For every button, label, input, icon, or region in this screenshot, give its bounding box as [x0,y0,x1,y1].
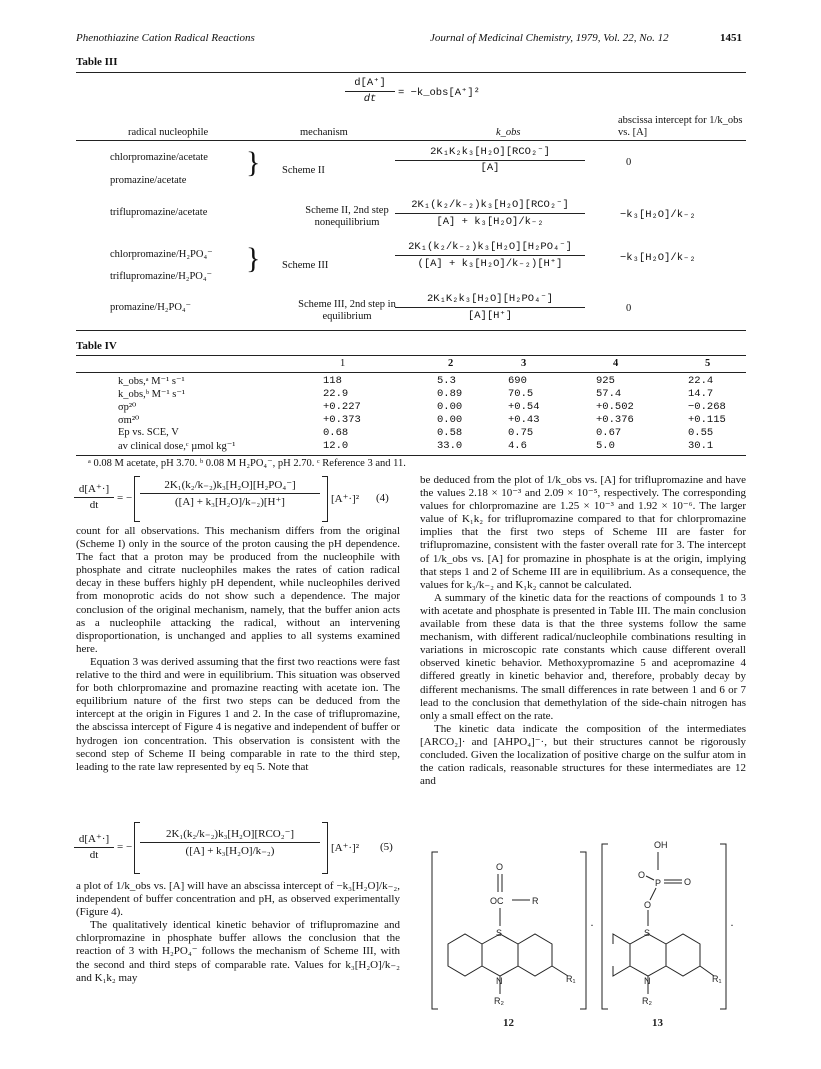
page-number: 1451 [720,32,742,44]
t3-r1-kobs [395,145,585,174]
s13-atom-p: P [655,878,662,888]
table4-cell: +0.502 [596,401,634,413]
table4-cell: 70.5 [508,388,534,400]
s12-atom-o: O [496,862,504,872]
t3-r2-nuc: triflupromazine/acetate [110,207,208,218]
t3-r1-kobs-den: [A] [480,162,500,174]
s12-atom-r1: R₁ [566,974,576,984]
t3-r3-intercept: −k₃[H₂O]/k₋₂ [620,252,696,264]
table4-cell: +0.43 [508,414,540,426]
t3-r1-intercept: 0 [626,157,632,168]
s13-atom-o-double: O [684,877,692,887]
eq4-sign: = − [117,492,133,504]
t3-r1-brace: } [246,146,261,179]
t3-r3-brace: } [246,242,261,275]
table4-cell: 5.3 [437,375,456,387]
t3-r2-kobs [395,198,585,228]
rate-law-rhs: = −k_obs[A⁺]² [398,87,480,99]
table4-cell: 0.55 [688,427,714,439]
s13-bracket-right [720,844,726,1009]
s13-atoms [638,840,722,1006]
eq4-bracket-right [322,476,328,522]
t3-col-mechanism: mechanism [300,127,348,138]
table4-cell: 0.00 [437,401,463,413]
table3-label: Table III [76,56,118,68]
right-p2: A summary of the kinetic data for the reactions of compounds 1 to 3 with acetate and phosphate is presented in Table III. The main conclusion available from these data is that the three systems follow the same mechanism, with different radical/nucleophile combinations resulting in variations in microscopic rate constants which cause different overall observed kinetic behavior. Methoxypromazine 5 and acepromazine 4 differed greatly in kinetic behavior and, therefore, probably decay by different mechanisms. The small differences in rate between 1 and 6 or 7 lead to the conclusion that demethylation of the side-chain nitrogen has only a small effect on the rate. [420,591,746,722]
right-col-text [420,474,746,788]
table4-cell: 22.4 [688,375,714,387]
table4-cell: −0.268 [688,401,726,413]
table3-top-rule [76,72,746,73]
table3-header-rule [76,140,746,141]
left-col-text-1 [76,525,400,774]
t3-r4-kobs [395,292,585,322]
table4-bottom-rule [76,455,746,456]
table4-top-rule [76,355,746,356]
table4-row-label: σm²⁰ [118,415,140,426]
eq4-number: (4) [376,492,389,504]
table4-cell: 118 [323,375,342,387]
table4-cell: 22.9 [323,388,349,400]
s12-bracket-left [432,852,438,1009]
s12-atoms [490,862,576,1006]
rate-law-num: d[A⁺] [354,77,386,89]
eq5-sign: = − [117,841,133,853]
s13-atom-o-minus: O [638,870,646,880]
table4-label: Table IV [76,340,117,352]
table4-cell: 925 [596,375,615,387]
eq5-num: 2K₁(k₂/k₋₂)k₃[H₂O][RCO₂⁻] [165,828,295,840]
s13-atom-r2: R₂ [642,996,652,1006]
t3-r2-mech: Scheme II, 2nd step nonequilibrium [305,205,389,228]
t3-r4-kobs-den: [A][H⁺] [467,310,513,322]
eq4-tail: [A⁺·]² [331,493,360,505]
s12-label: 12 [503,1017,514,1029]
s12-atom-oc: OC [490,896,504,906]
structure-12 [432,852,586,1009]
table4-cell: 57.4 [596,388,622,400]
table4-footnote: ᵃ 0.08 M acetate, pH 3.70. ᵇ 0.08 M H₂PO₄⁻, pH 2.70. ᶜ Reference 3 and 11. [88,458,406,469]
table4-row-label: av clinical dose,ᶜ µmol kg⁻¹ [118,441,236,452]
s13-atom-r1: R₁ [712,974,722,984]
eq4-lhs [74,482,114,511]
t3-r3-kobs-den: ([A] + k₃[H₂O]/k₋₂)[H⁺] [417,258,563,270]
table4-cell: 33.0 [437,440,463,452]
t4-col-1: 1 [340,358,346,369]
t4-col-2: 2 [448,358,454,369]
t3-col-nucleophile: radical nucleophile [128,127,209,138]
table4-cell: +0.373 [323,414,361,426]
eq5-lhs-num: d[A⁺·] [78,833,110,845]
t4-col-4: 4 [613,358,619,369]
t3-r2-intercept: −k₃[H₂O]/k₋₂ [620,209,696,221]
table4-cell: 0.58 [437,427,463,439]
table4-cell: +0.227 [323,401,361,413]
t3-r1-kobs-num: 2K₁K₂k₃[H₂O][RCO₂⁻] [430,146,550,158]
table4-cell: 12.0 [323,440,349,452]
table4-cell: 5.0 [596,440,615,452]
left-p2: Equation 3 was derived assuming that the first two reactions were fast relative to the third and were in equilibrium. This situation was observed for both chlorpromazine and promazine reacting with acetate ion. The equilibrium nature of the first two steps can be deduced from the intercept at the origin in Figures 1 and 2. In the case of triflupromazine, the abscissa intercept of Figure 4 is negative and independent of buffer or hydrogen ion concentration. This observation is consistent with the second step of Scheme II being comparable in rate to the third step, leading to the rate law represented by eq 5. Note that [76,655,400,773]
table4-cell: 4.6 [508,440,527,452]
eq5-rhs [140,827,320,857]
table4-row-label: k_obs,ᵇ M⁻¹ s⁻¹ [118,389,186,400]
t3-r1-mech: Scheme II [282,165,325,176]
eq4-den: ([A] + k₃[H₂O]/k₋₂)[H⁺] [175,496,285,508]
eq5-tail: [A⁺·]² [331,842,360,854]
t4-col-3: 3 [521,358,527,369]
right-p3: The kinetic data indicate the composition of the intermediates [ARCO₂]· and [AHPO₄]⁻·, but their structures cannot be rigorously concluded. Given the localization of positive charge on the sulfur atom in the cation radicals, reasonable structures for these intermediates are 12 and [420,722,746,788]
eq5-number: (5) [380,841,393,853]
t3-col-kobs: k_obs [496,127,521,138]
rate-law-den: dt [363,93,377,105]
table4-cell: +0.115 [688,414,726,426]
s13-atom-o-bridge: O [644,900,652,910]
t3-r4-kobs-num: 2K₁K₂k₃[H₂O][H₂PO₄⁻] [426,293,554,305]
table4-cell: +0.54 [508,401,540,413]
s12-atom-r2: R₂ [494,996,504,1006]
eq4-lhs-den: dt [89,499,99,511]
eq5-lhs [74,832,114,861]
table3-rate-law [345,76,395,105]
left-p1: count for all observations. This mechanism differs from the original (Scheme I) only in the source of the proton causing the pH dependence. The fact that a proton may be produced from the nucleophile with phosphate and citrate nucleophiles makes the rates of cation radical decay in these buffers highly pH dependent, while nucleophiles derived from monoprotic acids do not show such a dependence. The major conclusion of the original mechanism, namely, that the buffer anion acts as a nucleophile attacking the radical, without an intervening disproportionation, is unchanged and applies to all systems examined here. [76,525,400,655]
s13-bracket-left [602,844,608,1009]
eq4-rhs [140,478,320,508]
eq5-bracket-right [322,822,328,874]
t4-col-5: 5 [705,358,711,369]
s12-radical-dot: · [590,918,594,932]
table4-header-rule [76,372,746,373]
table4-cell: 30.1 [688,440,714,452]
eq5-lhs-den: dt [89,849,99,861]
s12-bracket-right [580,852,586,1009]
s13-label: 13 [652,1017,663,1029]
table4-cell: 0.68 [323,427,349,439]
s12-atom-s: S [496,928,503,938]
t3-r3-nuc-b: triflupromazine/H₂PO₄⁻ [110,271,213,282]
t3-r4-mech: Scheme III, 2nd step in equilibrium [298,299,396,322]
table4-cell: 690 [508,375,527,387]
left-p3: a plot of 1/k_obs vs. [A] will have an abscissa intercept of −k₃[H₂O]/k₋₂, independent of buffer concentration and pH, as observed experimentally (Figure 4). [76,880,400,919]
table4-cell: 0.89 [437,388,463,400]
table4-cell: 0.67 [596,427,622,439]
t3-col-intercept: abscissa intercept for 1/k_obs vs. [A] [618,115,743,138]
s13-atom-oh: OH [654,840,668,850]
s12-atom-r: R [532,896,539,906]
left-p4: The qualitatively identical kinetic behavior of triflupromazine and chlorpromazine in phosphate buffer allows the conclusion that the reaction of 3 with H₂PO₄⁻ follows the mechanism of Scheme III, with the second and third steps of comparable rate. Values for k₃[H₂O]/k₋₂ and K₁k₂ may [76,919,400,984]
table4-row-label: k_obs,ᵃ M⁻¹ s⁻¹ [118,376,185,387]
s13-atom-s: S [644,928,651,938]
t3-r3-mech: Scheme III [282,260,329,271]
t3-r3-kobs-num: 2K₁(k₂/k₋₂)k₃[H₂O][H₂PO₄⁻] [408,241,572,253]
structure-13 [602,844,726,1009]
table4-row-label: Ep vs. SCE, V [118,427,179,438]
s12-atom-n: N [496,976,503,986]
table4-cell: 14.7 [688,388,714,400]
table4-row-label: σp²⁰ [118,402,137,413]
s13-atom-n: N [644,976,651,986]
s13-radical-dot: · [730,918,734,932]
right-p1: be deduced from the plot of 1/k_obs vs. [A] for triflupromazine and have the values 2.18 × 10⁻³ and 2.09 × 10⁻⁵, respectively. The corresponding values for chlorpromazine are 1.25 × 10⁻³ and 1.92 × 10⁻⁶. The larger value of K₁k₂ for triflupromazine compared to that for chlorpromazine implies that the first two steps of Scheme III are faster for triflupromazine, consistent with the faster overall rate for 3. The intercept of 1/k_obs vs. [A] for promazine in phosphate is at the origin, implying that steps 1 and 2 of Scheme III are in equilibrium. As a consequence, the values for k₃/k₋₂ and K₁k₂ cannot be calculated. [420,474,746,591]
t3-r2-kobs-num: 2K₁(k₂/k₋₂)k₃[H₂O][RCO₂⁻] [411,199,569,211]
table3-bottom-rule [76,330,746,331]
t3-r4-intercept: 0 [626,303,632,314]
t3-r1-nuc-b: promazine/acetate [110,175,187,186]
t3-r3-kobs [395,240,585,270]
eq4-lhs-num: d[A⁺·] [78,483,110,495]
t3-r1-nuc-a: chlorpromazine/acetate [110,152,208,163]
table4-cell: +0.376 [596,414,634,426]
t3-r2-kobs-den: [A] + k₃[H₂O]/k₋₂ [436,216,544,228]
table4-cell: 0.00 [437,414,463,426]
running-head-left: Phenothiazine Cation Radical Reactions [76,32,255,44]
left-col-text-2 [76,880,400,985]
running-head-right: Journal of Medicinal Chemistry, 1979, Vol. 22, No. 12 [430,32,669,44]
eq5-den: ([A] + k₃[H₂O]/k₋₂) [185,845,275,857]
t3-r3-nuc-a: chlorpromazine/H₂PO₄⁻ [110,249,213,260]
table4-cell: 0.75 [508,427,534,439]
t3-r4-nuc: promazine/H₂PO₄⁻ [110,302,192,313]
eq4-num: 2K₁(k₂/k₋₂)k₃[H₂O][H₂PO₄⁻] [164,479,296,491]
chemical-structures [420,834,750,1034]
